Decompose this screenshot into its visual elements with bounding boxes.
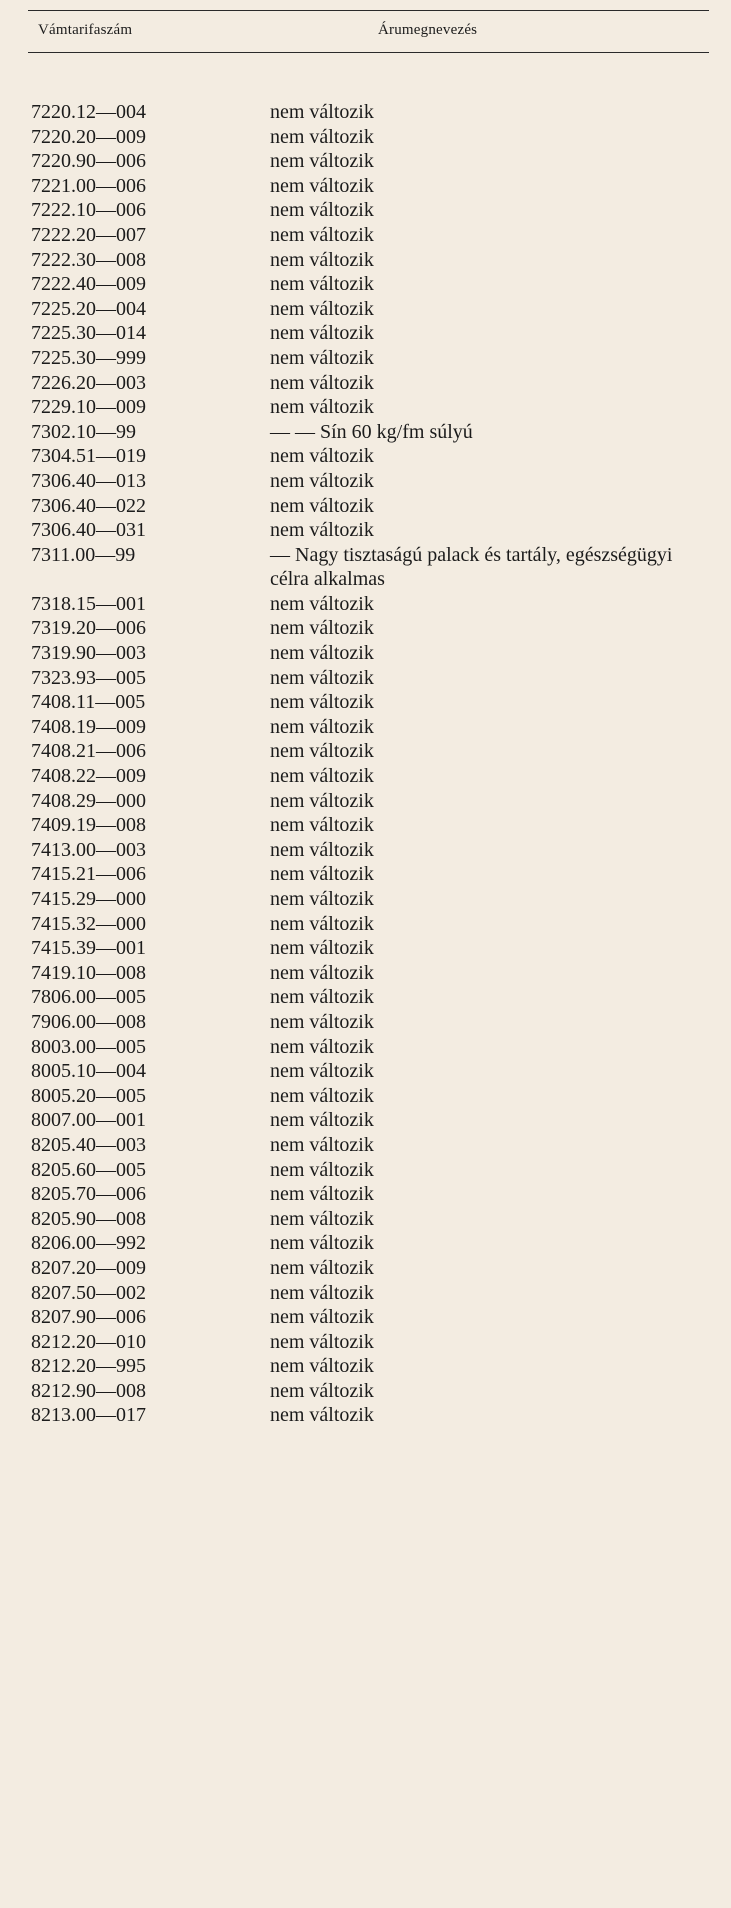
table-header bbox=[28, 22, 709, 48]
tariff-table-body bbox=[0, 100, 731, 1428]
tariff-code: 7408.19—009 bbox=[31, 715, 146, 738]
goods-description: nem változik bbox=[270, 617, 374, 640]
table-row bbox=[0, 346, 731, 371]
tariff-code: 7408.22—009 bbox=[31, 765, 146, 788]
table-row bbox=[0, 739, 731, 764]
goods-description: nem változik bbox=[270, 445, 374, 468]
tariff-code: 7319.20—006 bbox=[31, 617, 146, 640]
table-row bbox=[0, 985, 731, 1010]
tariff-code: 7306.40—022 bbox=[31, 494, 146, 517]
tariff-code: 7319.90—003 bbox=[31, 642, 146, 665]
table-row bbox=[0, 272, 731, 297]
column-header-code: Vámtarifaszám bbox=[38, 22, 133, 38]
tariff-code: 8003.00—005 bbox=[31, 1035, 146, 1058]
goods-description: nem változik bbox=[270, 1158, 374, 1181]
header-bottom-rule bbox=[28, 52, 709, 53]
goods-description: nem változik bbox=[270, 937, 374, 960]
table-row bbox=[0, 1256, 731, 1281]
tariff-code: 8206.00—992 bbox=[31, 1232, 146, 1255]
table-row bbox=[0, 592, 731, 617]
table-row bbox=[0, 887, 731, 912]
tariff-code: 7318.15—001 bbox=[31, 592, 146, 615]
tariff-code: 7906.00—008 bbox=[31, 1010, 146, 1033]
tariff-code: 7415.39—001 bbox=[31, 937, 146, 960]
tariff-code: 7220.12—004 bbox=[31, 101, 146, 123]
goods-description: nem változik bbox=[270, 1330, 374, 1353]
table-row bbox=[0, 1354, 731, 1379]
tariff-code: 7225.20—004 bbox=[31, 297, 146, 320]
tariff-code: 7311.00—99 bbox=[31, 543, 136, 566]
tariff-code: 7304.51—019 bbox=[31, 445, 146, 468]
tariff-code: 7222.20—007 bbox=[31, 223, 146, 246]
table-row bbox=[0, 1305, 731, 1330]
goods-description: nem változik bbox=[270, 273, 374, 296]
tariff-code: 7225.30—999 bbox=[31, 346, 146, 369]
tariff-code: 8005.20—005 bbox=[31, 1084, 146, 1107]
tariff-code: 8205.70—006 bbox=[31, 1183, 146, 1206]
goods-description: nem változik bbox=[270, 666, 374, 689]
goods-description: nem változik bbox=[270, 1256, 374, 1279]
goods-description: nem változik bbox=[270, 765, 374, 788]
goods-description: nem változik bbox=[270, 1281, 374, 1304]
tariff-code: 7323.93—005 bbox=[31, 666, 146, 689]
tariff-code: 8212.20—010 bbox=[31, 1330, 146, 1353]
goods-description: nem változik bbox=[270, 986, 374, 1009]
table-row bbox=[0, 789, 731, 814]
tariff-code: 7226.20—003 bbox=[31, 371, 146, 394]
tariff-code: 8205.40—003 bbox=[31, 1133, 146, 1156]
goods-description: nem változik bbox=[270, 740, 374, 763]
table-row bbox=[0, 838, 731, 863]
goods-description: nem változik bbox=[270, 322, 374, 345]
goods-description: nem változik bbox=[270, 592, 374, 615]
goods-description: nem változik bbox=[270, 888, 374, 910]
goods-description: nem változik bbox=[270, 912, 374, 935]
tariff-code: 7306.40—013 bbox=[31, 469, 146, 492]
table-row bbox=[0, 862, 731, 887]
table-row bbox=[0, 248, 731, 273]
goods-description: — Nagy tisztaságú palack és tartály, egészségügyi célra alkalmas bbox=[270, 543, 673, 591]
goods-description: nem változik bbox=[270, 1109, 374, 1132]
table-row bbox=[0, 961, 731, 986]
goods-description: nem változik bbox=[270, 223, 374, 246]
goods-description: nem változik bbox=[270, 494, 374, 517]
table-row bbox=[0, 149, 731, 174]
table-row bbox=[0, 1059, 731, 1084]
table-row bbox=[0, 371, 731, 396]
goods-description: nem változik bbox=[270, 1010, 374, 1033]
table-row bbox=[0, 420, 731, 445]
table-row bbox=[0, 690, 731, 715]
goods-description: nem változik bbox=[270, 396, 374, 419]
table-row bbox=[0, 174, 731, 199]
table-row bbox=[0, 297, 731, 322]
goods-description: nem változik bbox=[270, 789, 374, 812]
tariff-code: 7409.19—008 bbox=[31, 814, 146, 837]
table-row bbox=[0, 1182, 731, 1207]
goods-description: nem változik bbox=[270, 863, 374, 886]
goods-description: nem változik bbox=[270, 1306, 374, 1329]
tariff-code: 7408.11—005 bbox=[31, 691, 146, 714]
tariff-code: 8205.90—008 bbox=[31, 1207, 146, 1230]
tariff-code: 7220.20—009 bbox=[31, 125, 146, 148]
tariff-code: 7306.40—031 bbox=[31, 519, 146, 542]
column-header-name: Árumegnevezés bbox=[378, 22, 478, 38]
goods-description: nem változik bbox=[270, 838, 374, 861]
tariff-code: 7415.32—000 bbox=[31, 912, 146, 935]
goods-description: nem változik bbox=[270, 150, 374, 173]
goods-description: nem változik bbox=[270, 101, 374, 123]
header-top-rule bbox=[28, 10, 709, 11]
table-row bbox=[0, 469, 731, 494]
tariff-code: 7222.30—008 bbox=[31, 248, 146, 271]
table-row bbox=[0, 1108, 731, 1133]
goods-description: nem változik bbox=[270, 469, 374, 492]
goods-description: nem változik bbox=[270, 519, 374, 542]
table-row bbox=[0, 1207, 731, 1232]
goods-description: nem változik bbox=[270, 125, 374, 148]
table-row bbox=[0, 1084, 731, 1109]
goods-description: nem változik bbox=[270, 1232, 374, 1255]
table-row bbox=[0, 444, 731, 469]
tariff-code: 7419.10—008 bbox=[31, 961, 146, 984]
goods-description: nem változik bbox=[270, 1355, 374, 1378]
table-row bbox=[0, 1403, 731, 1428]
tariff-code: 7413.00—003 bbox=[31, 838, 146, 861]
tariff-code: 8213.00—017 bbox=[31, 1404, 146, 1427]
table-row bbox=[0, 494, 731, 519]
goods-description: nem változik bbox=[270, 1404, 374, 1427]
goods-description: nem változik bbox=[270, 346, 374, 369]
table-row bbox=[0, 936, 731, 961]
goods-description: nem változik bbox=[270, 715, 374, 738]
table-row bbox=[0, 1010, 731, 1035]
tariff-code: 7408.21—006 bbox=[31, 740, 146, 763]
goods-description: — — Sín 60 kg/fm súlyú bbox=[270, 420, 473, 443]
tariff-code: 8207.50—002 bbox=[31, 1281, 146, 1304]
table-row bbox=[0, 912, 731, 937]
goods-description: nem változik bbox=[270, 371, 374, 394]
table-row bbox=[0, 764, 731, 789]
tariff-code: 7415.29—000 bbox=[31, 888, 146, 910]
goods-description: nem változik bbox=[270, 642, 374, 665]
tariff-code: 7229.10—009 bbox=[31, 396, 146, 419]
table-row bbox=[0, 1133, 731, 1158]
tariff-code: 8007.00—001 bbox=[31, 1109, 146, 1132]
tariff-code: 8205.60—005 bbox=[31, 1158, 146, 1181]
tariff-code: 7408.29—000 bbox=[31, 789, 146, 812]
table-row bbox=[0, 1379, 731, 1404]
goods-description: nem változik bbox=[270, 248, 374, 271]
tariff-code: 8212.20—995 bbox=[31, 1355, 146, 1378]
goods-description: nem változik bbox=[270, 297, 374, 320]
goods-description: nem változik bbox=[270, 1133, 374, 1156]
goods-description: nem változik bbox=[270, 961, 374, 984]
table-row bbox=[0, 321, 731, 346]
goods-description: nem változik bbox=[270, 1379, 374, 1402]
table-row bbox=[0, 666, 731, 691]
tariff-code: 7415.21—006 bbox=[31, 863, 146, 886]
table-row bbox=[0, 1231, 731, 1256]
tariff-code: 8207.20—009 bbox=[31, 1256, 146, 1279]
tariff-code: 7222.10—006 bbox=[31, 199, 146, 222]
tariff-code: 7225.30—014 bbox=[31, 322, 146, 345]
table-row bbox=[0, 1158, 731, 1183]
goods-description: nem változik bbox=[270, 691, 374, 714]
tariff-code: 8005.10—004 bbox=[31, 1060, 146, 1083]
tariff-code: 7806.00—005 bbox=[31, 986, 146, 1009]
table-row bbox=[0, 1330, 731, 1355]
table-row bbox=[0, 518, 731, 543]
table-row bbox=[0, 1035, 731, 1060]
table-row bbox=[0, 1281, 731, 1306]
table-row bbox=[0, 813, 731, 838]
goods-description: nem változik bbox=[270, 199, 374, 222]
tariff-code: 7302.10—99 bbox=[31, 420, 136, 443]
table-row bbox=[0, 641, 731, 666]
goods-description: nem változik bbox=[270, 1183, 374, 1206]
table-row bbox=[0, 715, 731, 740]
goods-description: nem változik bbox=[270, 1060, 374, 1083]
table-row bbox=[0, 125, 731, 150]
tariff-code: 7220.90—006 bbox=[31, 150, 146, 173]
goods-description: nem változik bbox=[270, 1207, 374, 1230]
tariff-code: 7222.40—009 bbox=[31, 273, 146, 296]
tariff-code: 8207.90—006 bbox=[31, 1306, 146, 1329]
tariff-code: 7221.00—006 bbox=[31, 174, 146, 197]
tariff-code: 8212.90—008 bbox=[31, 1379, 146, 1402]
table-row bbox=[0, 543, 731, 592]
goods-description: nem változik bbox=[270, 174, 374, 197]
table-row bbox=[0, 395, 731, 420]
table-row bbox=[0, 100, 731, 125]
goods-description: nem változik bbox=[270, 1035, 374, 1058]
table-row bbox=[0, 198, 731, 223]
table-row bbox=[0, 616, 731, 641]
table-row bbox=[0, 223, 731, 248]
goods-description: nem változik bbox=[270, 1084, 374, 1107]
goods-description: nem változik bbox=[270, 814, 374, 837]
